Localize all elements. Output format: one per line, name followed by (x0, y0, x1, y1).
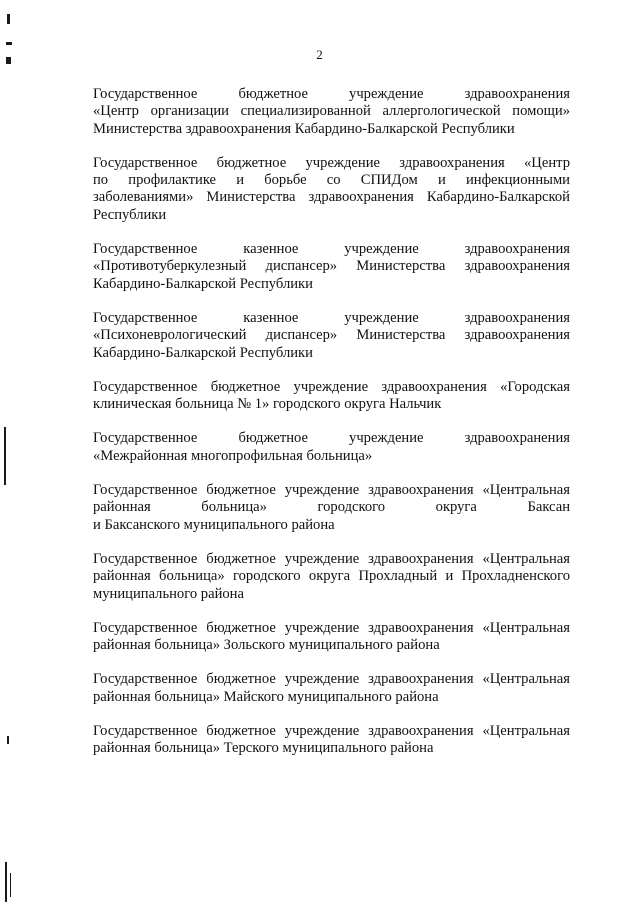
entry-line: «Психоневрологический диспансер» Министерства здравоохранения (93, 327, 570, 344)
institution-entry (93, 482, 570, 534)
entry-line: Государственное казенное учреждение здравоохранения (93, 241, 570, 258)
entry-line: районная больница» городского округа Баксан (93, 499, 570, 516)
institution-entry (93, 723, 570, 758)
entry-line: по профилактике и борьбе со СПИДом и инфекционными (93, 172, 570, 189)
scan-mark (5, 862, 7, 902)
entry-line: Государственное бюджетное учреждение здравоохранения «Центр (93, 154, 570, 171)
institution-entry (93, 551, 570, 603)
entry-line: районная больница» городского округа Прохладный и Прохладненского (93, 568, 570, 585)
institution-entry (93, 241, 570, 293)
entry-line: «Межрайонная многопрофильная больница» (93, 447, 373, 464)
entry-line: Государственное казенное учреждение здравоохранения (93, 309, 570, 326)
entry-line: Кабардино-Балкарской Республики (93, 344, 313, 361)
entry-line: Государственное бюджетное учреждение здравоохранения «Центральная (93, 723, 570, 740)
entry-line: заболеваниями» Министерства здравоохранения Кабардино-Балкарской (93, 189, 570, 206)
institution-list (93, 86, 570, 775)
institution-entry (93, 620, 570, 655)
entry-line: районная больница» Майского муниципального района (93, 688, 439, 705)
institution-entry (93, 86, 570, 138)
entry-line: районная больница» Терского муниципального района (93, 740, 434, 757)
scan-mark (4, 427, 6, 485)
entry-line: Министерства здравоохранения Кабардино-Балкарской Республики (93, 120, 515, 137)
scan-mark (7, 14, 10, 24)
institution-entry (93, 310, 570, 362)
entry-line: Государственное бюджетное учреждение здравоохранения «Центральная (93, 619, 570, 636)
entry-line: Государственное бюджетное учреждение здравоохранения (93, 430, 570, 447)
page-number: 2 (316, 47, 323, 62)
entry-line: «Противотуберкулезный диспансер» Министерства здравоохранения (93, 258, 570, 275)
entry-line: Государственное бюджетное учреждение здравоохранения (93, 86, 570, 102)
scan-mark (7, 736, 9, 744)
entry-line: Государственное бюджетное учреждение здравоохранения «Центральная (93, 550, 570, 567)
scan-mark (6, 57, 11, 64)
entry-line: Государственное бюджетное учреждение здравоохранения «Центральная (93, 482, 570, 499)
entry-line: Государственное бюджетное учреждение здравоохранения «Городская (93, 378, 570, 395)
entry-line: районная больница» Зольского муниципального района (93, 637, 440, 654)
entry-line: «Центр организации специализированной аллергологической помощи» (93, 103, 570, 120)
institution-entry (93, 430, 570, 465)
entry-line: муниципального района (93, 585, 244, 602)
institution-entry (93, 155, 570, 224)
institution-entry (93, 379, 570, 414)
entry-line: клиническая больница № 1» городского округа Нальчик (93, 396, 442, 413)
entry-line: Государственное бюджетное учреждение здравоохранения «Центральная (93, 671, 570, 688)
entry-line: Кабардино-Балкарской Республики (93, 275, 313, 292)
entry-line: и Баксанского муниципального района (93, 516, 335, 533)
entry-line: Республики (93, 206, 167, 223)
scan-mark (10, 873, 11, 897)
scan-mark (6, 42, 12, 45)
institution-entry (93, 671, 570, 706)
